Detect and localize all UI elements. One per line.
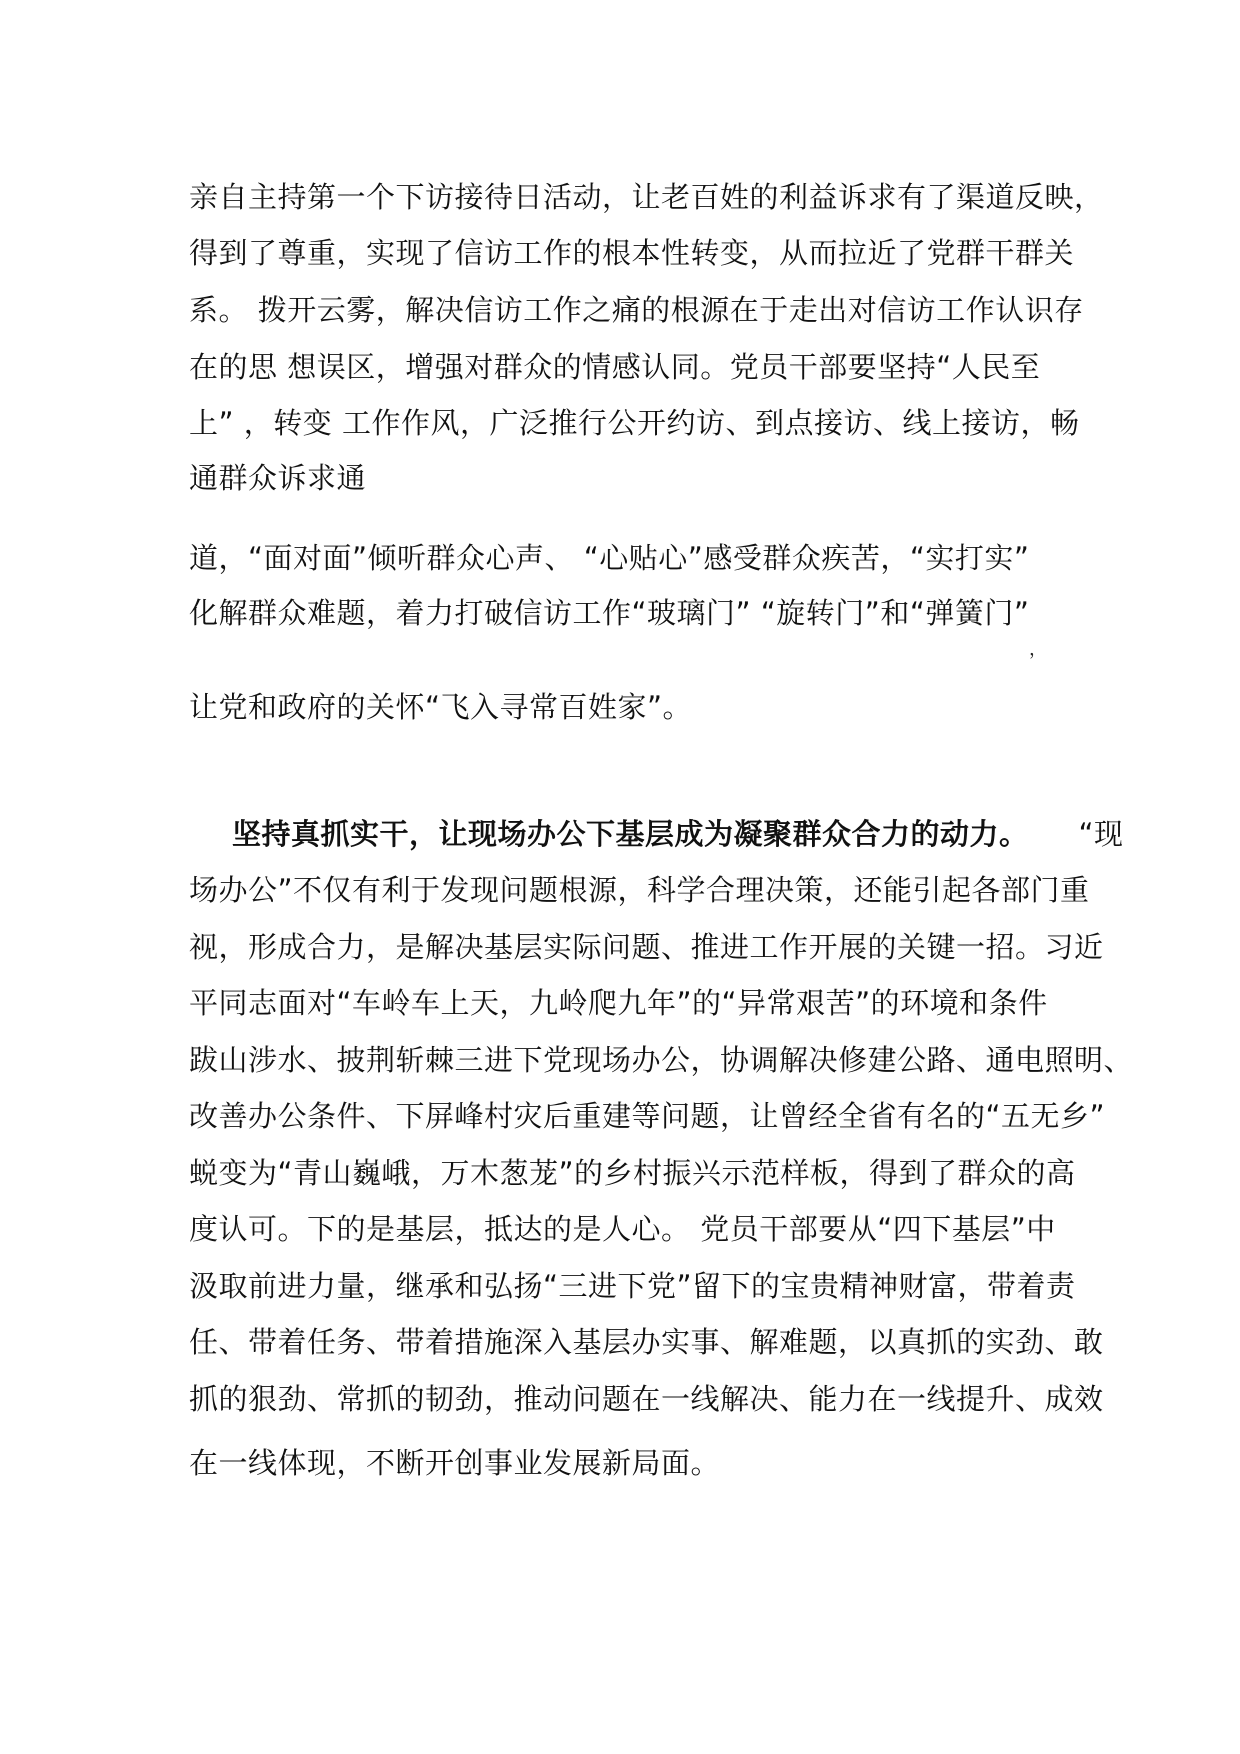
paragraph-2-line-3: 让党和政府的关怀“飞入寻常百姓家”。 (189, 690, 693, 724)
paragraph-1-line-6: 通群众诉求通 (189, 461, 367, 495)
paragraph-3-line-12: 在一线体现，不断开创事业发展新局面。 (189, 1446, 721, 1480)
paragraph-1-line-2: 得到了尊重，实现了信访工作的根本性转变，从而拉近了党群干群关 (189, 236, 1075, 270)
paragraph-3-line-11: 抓的狠劲、常抓的韧劲，推动问题在一线解决、能力在一线提升、成效 (189, 1382, 1104, 1416)
paragraph-1-line-4: 在的思 想误区，增强对群众的情感认同。党员干部要坚持“人民至 (189, 350, 1041, 384)
paragraph-3-line-4: 平同志面对“车岭车上天，九岭爬九年”的“异常艰苦”的环境和条件 (189, 986, 1048, 1020)
paragraph-3-line-3: 视，形成合力，是解决基层实际问题、推进工作开展的关键一招。习近 (189, 930, 1104, 964)
paragraph-3-line-5: 跋山涉水、披荆斩棘三进下党现场办公，协调解决修建公路、通电照明、 (189, 1043, 1134, 1077)
paragraph-3-line-9: 汲取前进力量，继承和弘扬“三进下党”留下的宝贵精神财富，带着责 (189, 1269, 1076, 1303)
stray-punctuation-mark: ， (1029, 639, 1047, 660)
paragraph-3-line-6: 改善办公条件、下屏峰村灾后重建等问题，让曾经全省有名的“五无乡” (189, 1099, 1106, 1133)
paragraph-3-first-line (232, 814, 1124, 854)
heading-tail-text: “现 (1078, 817, 1124, 851)
paragraph-3-line-2: 场办公”不仅有利于发现问题根源，科学合理决策，还能引起各部门重 (189, 873, 1090, 907)
paragraph-3-line-7: 蜕变为“青山巍峨，万木葱茏”的乡村振兴示范样板，得到了群众的高 (189, 1156, 1076, 1190)
paragraph-3-line-10: 任、带着任务、带着措施深入基层办实事、解难题，以真抓的实劲、敢 (189, 1325, 1104, 1359)
paragraph-3-line-8: 度认可。下的是基层，抵达的是人心。 党员干部要从“四下基层”中 (189, 1212, 1056, 1246)
section-heading: 坚持真抓实干，让现场办公下基层成为凝聚群众合力的动力。 (232, 817, 1029, 851)
paragraph-1-line-1: 亲自主持第一个下访接待日活动，让老百姓的利益诉求有了渠道反映， (189, 180, 1104, 214)
paragraph-2-line-1: 道，“面对面”倾听群众心声、 “心贴心”感受群众疾苦，“实打实” (189, 541, 1030, 575)
paragraph-1-line-5: 上” ，转变 工作作风，广泛推行公开约访、到点接访、线上接访，畅 (189, 406, 1080, 440)
paragraph-2-line-2: 化解群众难题，着力打破信访工作“玻璃门” “旋转门”和“弹簧门” (189, 596, 1030, 630)
paragraph-1-line-3: 系。 拨开云雾，解决信访工作之痛的根源在于走出对信访工作认识存 (189, 293, 1084, 327)
